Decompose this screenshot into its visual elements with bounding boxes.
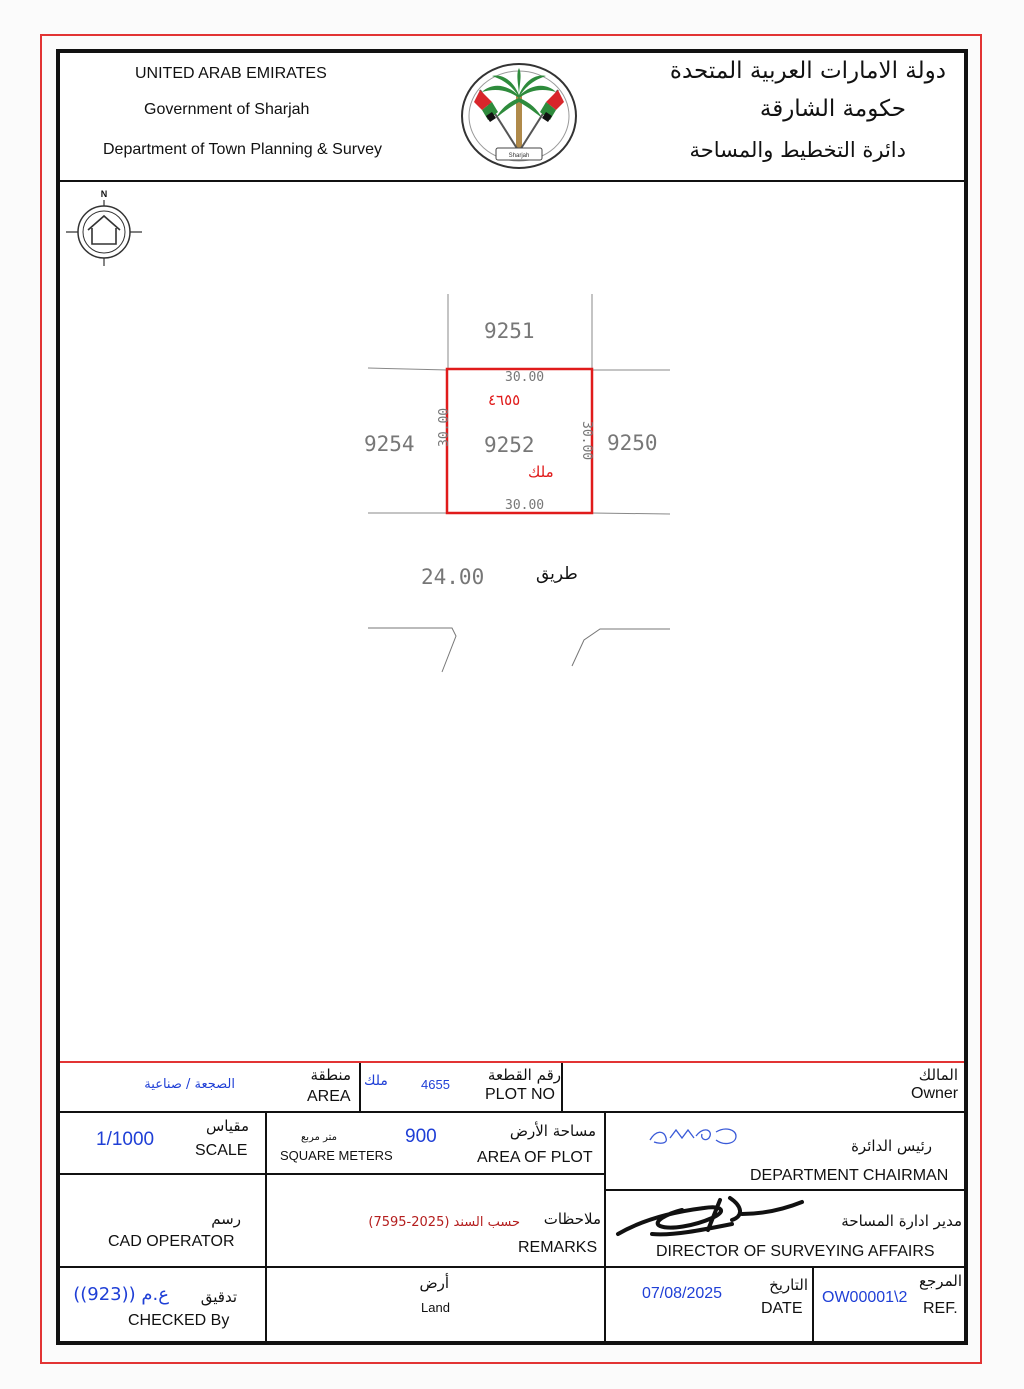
header-ar-government: حكومة الشارقة	[759, 96, 906, 122]
header-en-department: Department of Town Planning & Survey	[103, 141, 382, 158]
neighbor-plot-west: 9254	[364, 432, 415, 456]
date-label-ar: التاريخ	[769, 1276, 808, 1294]
checked-by-value: ع.م ((923))	[73, 1284, 169, 1305]
plot-no-label-ar: رقم القطعة	[487, 1066, 561, 1084]
chairman-signature	[646, 1122, 742, 1152]
table-col-divider-r1b	[561, 1063, 563, 1111]
header-divider	[60, 180, 964, 182]
neighbor-plot-east: 9250	[607, 431, 658, 455]
plot-no-label-en: PLOT NO	[485, 1086, 555, 1103]
plot-map	[360, 290, 680, 680]
area-label-ar: منطقة	[310, 1066, 351, 1084]
header-en-country: UNITED ARAB EMIRATES	[135, 65, 327, 82]
checked-by-label-ar: تدقيق	[200, 1288, 237, 1306]
table-col-divider-left	[265, 1113, 267, 1341]
reference-value: OW00001\2	[822, 1289, 908, 1306]
reference-label-en: REF.	[923, 1300, 958, 1317]
area-label-en: AREA	[307, 1088, 351, 1105]
plot-type-label: ملك	[528, 463, 554, 481]
table-row-divider-1	[60, 1111, 964, 1113]
header-ar-department: دائرة التخطيط والمساحة	[689, 138, 906, 162]
remarks-value: حسب السند (2025-7595)	[368, 1215, 520, 1230]
area-of-plot-value: 900	[405, 1126, 437, 1147]
director-label-ar: مدير ادارة المساحة	[841, 1212, 962, 1230]
remarks-label-ar: ملاحظات	[543, 1210, 601, 1228]
owner-label-ar: المالك	[918, 1066, 958, 1084]
table-row-divider-3	[60, 1266, 964, 1268]
cad-operator-label-ar: رسم	[211, 1210, 241, 1228]
dimension-left: 30.00	[437, 407, 452, 447]
table-col-divider-r4	[812, 1268, 814, 1341]
dimension-top: 30.00	[505, 370, 545, 385]
road-label: طريق	[536, 564, 578, 584]
table-top-border	[60, 1061, 964, 1063]
land-label-en: Land	[421, 1300, 450, 1315]
header-en-government: Government of Sharjah	[144, 101, 310, 118]
director-label-en: DIRECTOR OF SURVEYING AFFAIRS	[656, 1243, 935, 1260]
unit-label-en: SQUARE METERS	[280, 1148, 393, 1163]
road-width: 24.00	[421, 565, 485, 589]
director-signature	[612, 1190, 808, 1244]
table-col-divider-r1a	[359, 1063, 361, 1111]
area-value: الصجعة / صناعية	[144, 1077, 235, 1092]
plot-number-arabic: ٤٦٥٥	[488, 391, 521, 409]
owner-label-en: Owner	[911, 1085, 959, 1102]
date-label-en: DATE	[761, 1300, 803, 1317]
north-arrow-icon	[64, 186, 144, 268]
unit-label-ar: متر مربع	[300, 1132, 337, 1143]
land-label-ar: أرض	[419, 1274, 449, 1292]
emblem-ribbon-text: Sharjah	[508, 153, 530, 159]
dimension-right: 30.00	[579, 421, 594, 461]
area-of-plot-label-ar: مساحة الأرض	[509, 1122, 596, 1140]
plot-no-value: 4655	[421, 1077, 450, 1092]
cad-operator-label-en: CAD OPERATOR	[108, 1233, 235, 1250]
date-value: 07/08/2025	[642, 1285, 723, 1302]
scale-value: 1/1000	[96, 1129, 155, 1150]
dimension-bottom: 30.00	[505, 498, 545, 513]
area-of-plot-label-en: AREA OF PLOT	[477, 1149, 593, 1166]
table-row-divider-2-left	[60, 1173, 606, 1175]
reference-label-ar: المرجع	[919, 1272, 962, 1290]
subject-plot-number: 9252	[484, 433, 535, 457]
scale-label-ar: مقياس	[205, 1117, 249, 1135]
sharjah-emblem-logo	[460, 62, 578, 170]
remarks-label-en: REMARKS	[518, 1239, 598, 1256]
compass-north-label: N	[100, 189, 108, 199]
scale-label-en: SCALE	[195, 1142, 248, 1159]
header-ar-country: دولة الامارات العربية المتحدة	[669, 58, 946, 84]
neighbor-plot-north: 9251	[484, 319, 535, 343]
plot-type-value: ملك	[364, 1073, 388, 1089]
table-col-divider-mid	[604, 1113, 606, 1341]
chairman-label-en: DEPARTMENT CHAIRMAN	[750, 1167, 949, 1184]
chairman-label-ar: رئيس الدائرة	[851, 1137, 932, 1155]
checked-by-label-en: CHECKED By	[128, 1312, 230, 1329]
